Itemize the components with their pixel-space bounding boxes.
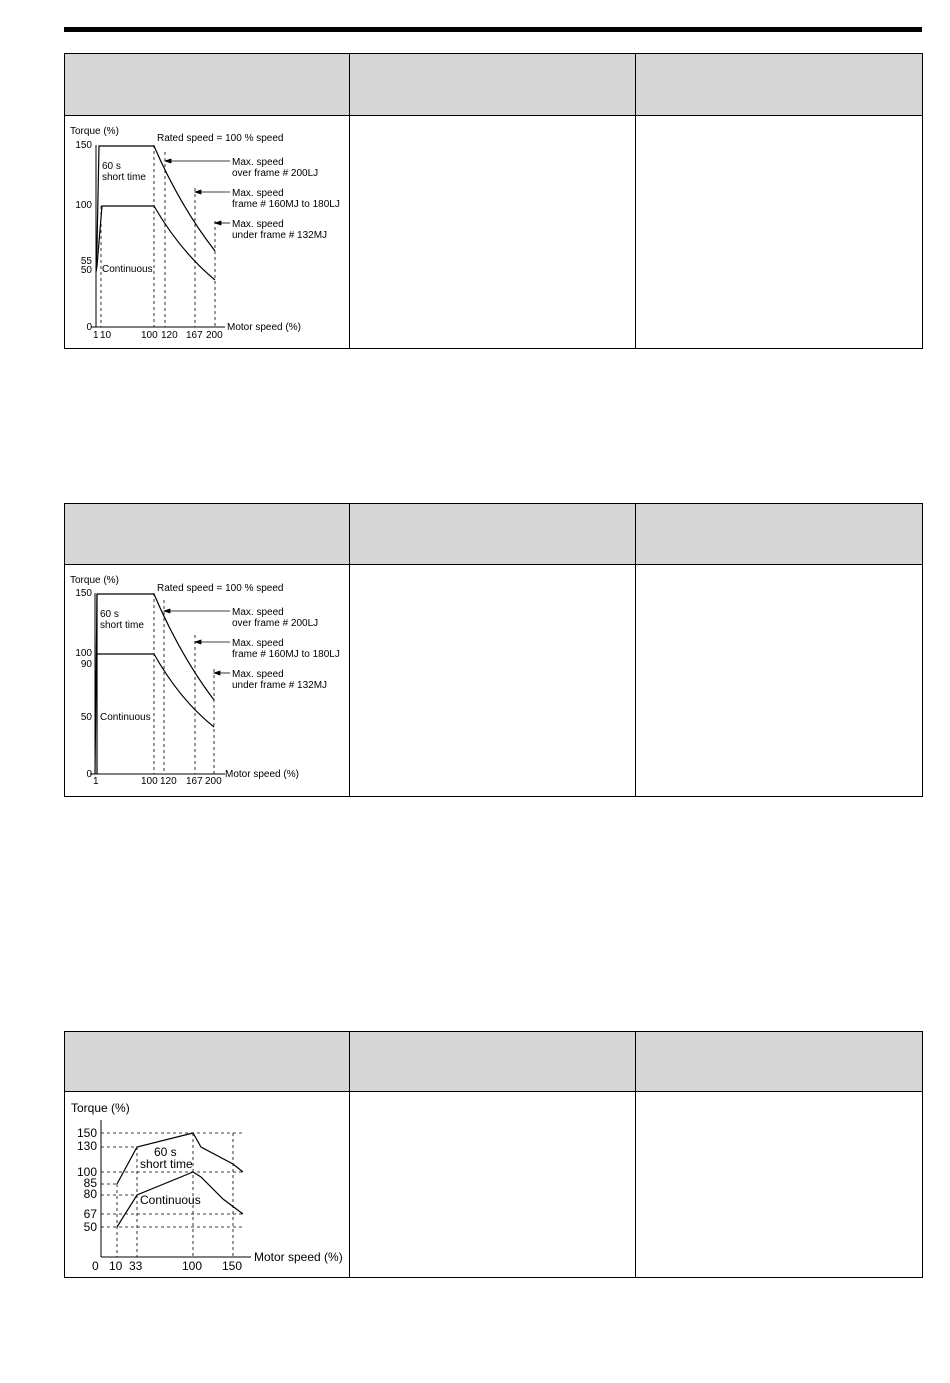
table-2-header-2: [350, 504, 636, 565]
y-tick-150: 150: [75, 588, 92, 599]
annotation-max3-b: under frame # 132MJ: [232, 230, 328, 241]
label-short-b: short time: [102, 172, 146, 183]
label-short-b: short time: [140, 1157, 193, 1171]
table-1-cell-3: [636, 116, 923, 349]
spec-table-1: [64, 53, 923, 349]
label-short-b: short time: [100, 620, 144, 631]
annotation-rated: Rated speed = 100 % speed: [157, 583, 284, 594]
label-short-a: 60 s: [100, 609, 119, 620]
x-tick-0: 0: [92, 1259, 99, 1273]
table-1-header-3: [636, 54, 923, 116]
y-tick-100: 100: [75, 200, 92, 211]
table-2-header-1: [65, 504, 350, 565]
annotation-max1-a: Max. speed: [232, 157, 284, 168]
annotation-max3-a: Max. speed: [232, 219, 284, 230]
table-3-header-1: [65, 1032, 350, 1092]
torque-chart-3: [65, 1092, 349, 1277]
table-1-cell-2: [350, 116, 636, 349]
torque-chart-1: [65, 116, 349, 348]
table-2-header-3: [636, 504, 923, 565]
annotation-max2-b: frame # 160MJ to 180LJ: [232, 199, 340, 210]
label-continuous: Continuous: [100, 712, 151, 723]
y-tick-100: 100: [75, 648, 92, 659]
annotation-rated: Rated speed = 100 % speed: [157, 133, 284, 144]
table-3-header-2: [350, 1032, 636, 1092]
x-tick-1: 1: [93, 776, 99, 787]
y-tick-0: 0: [86, 322, 92, 333]
annotation-max1-b: over frame # 200LJ: [232, 168, 319, 179]
table-1-chart-cell: [65, 116, 350, 349]
table-3-header-3: [636, 1032, 923, 1092]
y-tick-67: 67: [83, 1207, 97, 1221]
table-3-chart-cell: [65, 1092, 350, 1278]
annotation-max2-a: Max. speed: [232, 638, 284, 649]
x-tick-100: 100: [141, 776, 158, 787]
annotation-max2-a: Max. speed: [232, 188, 284, 199]
y-axis-label: Torque (%): [70, 126, 119, 137]
x-tick-167: 167: [186, 330, 203, 341]
x-tick-10: 10: [109, 1259, 123, 1273]
table-2-cell-2: [350, 565, 636, 797]
spec-table-2: [64, 503, 923, 797]
y-tick-80: 80: [83, 1187, 97, 1201]
table-1-header-1: [65, 54, 350, 116]
y-tick-85: 85: [83, 1176, 97, 1190]
table-3-cell-3: [636, 1092, 923, 1278]
y-tick-55: 55: [80, 256, 92, 267]
x-tick-1: 1: [93, 330, 99, 341]
x-tick-100: 100: [141, 330, 158, 341]
x-axis-label: Motor speed (%): [225, 769, 299, 780]
label-continuous: Continuous: [140, 1193, 201, 1207]
table-2-chart-cell: [65, 565, 350, 797]
annotation-max2-b: frame # 160MJ to 180LJ: [232, 649, 340, 660]
annotation-max1-b: over frame # 200LJ: [232, 618, 319, 629]
y-tick-0: 0: [86, 769, 92, 780]
y-tick-150: 150: [76, 1126, 97, 1140]
spec-table-3: [64, 1031, 923, 1278]
x-tick-10: 10: [100, 330, 112, 341]
x-tick-200: 200: [205, 776, 222, 787]
y-tick-130: 130: [76, 1139, 97, 1153]
y-tick-150: 150: [75, 140, 92, 151]
annotation-max3-a: Max. speed: [232, 669, 284, 680]
x-axis-label: Motor speed (%): [254, 1250, 343, 1264]
x-tick-120: 120: [161, 330, 178, 341]
x-axis-label: Motor speed (%): [227, 322, 301, 333]
x-tick-150: 150: [222, 1259, 243, 1273]
torque-chart-2: [65, 565, 349, 796]
table-2-cell-3: [636, 565, 923, 797]
y-tick-100: 100: [76, 1165, 97, 1179]
x-tick-33: 33: [129, 1259, 143, 1273]
y-axis-label: Torque (%): [70, 575, 119, 586]
x-tick-120: 120: [160, 776, 177, 787]
annotation-max1-a: Max. speed: [232, 607, 284, 618]
y-axis-label: Torque (%): [71, 1101, 130, 1115]
x-tick-100: 100: [182, 1259, 203, 1273]
y-tick-50: 50: [80, 265, 92, 276]
table-1-header-2: [350, 54, 636, 116]
label-continuous: Continuous: [102, 264, 153, 275]
label-short-a: 60 s: [154, 1145, 177, 1159]
y-tick-50: 50: [80, 712, 92, 723]
label-short-a: 60 s: [102, 161, 121, 172]
y-tick-90: 90: [80, 659, 92, 670]
table-3-cell-2: [350, 1092, 636, 1278]
annotation-max3-b: under frame # 132MJ: [232, 680, 328, 691]
x-tick-200: 200: [206, 330, 223, 341]
x-tick-167: 167: [186, 776, 203, 787]
y-tick-50: 50: [83, 1220, 97, 1234]
top-rule: [64, 27, 922, 32]
